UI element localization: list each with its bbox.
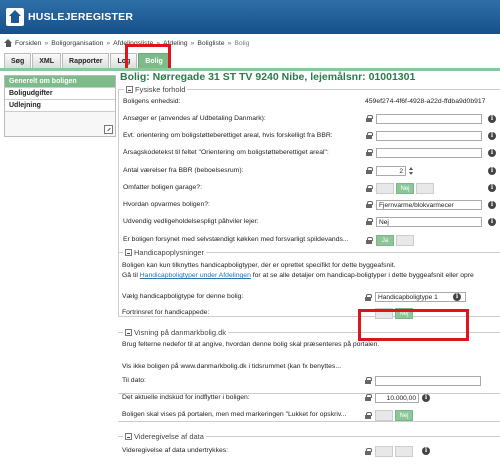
breadcrumb-afdeling[interactable]: Afdeling bbox=[163, 39, 188, 47]
row-portal bbox=[122, 411, 500, 423]
app-header bbox=[0, 0, 500, 34]
collapse-section-icon[interactable] bbox=[125, 433, 132, 440]
lock-icon bbox=[365, 377, 371, 384]
opvarmning-select[interactable]: Fjernvarme/blokvarmecer bbox=[376, 200, 482, 210]
field-label: Årsagskodetekst til feltet "Orientering om boligstøtteberettiget areal": bbox=[123, 149, 329, 156]
toggle-ja[interactable] bbox=[375, 446, 393, 457]
section-videregivelse bbox=[118, 432, 500, 474]
lock-icon bbox=[366, 149, 372, 156]
toggle-nej[interactable] bbox=[396, 235, 414, 246]
row-enhedsid bbox=[123, 98, 500, 110]
row-videregivelse bbox=[122, 447, 500, 459]
sidebar-item-udlejning[interactable]: Udlejning bbox=[5, 100, 115, 112]
app-title: HUSLEJEREGISTER bbox=[28, 11, 134, 23]
orientering-input[interactable] bbox=[376, 131, 482, 141]
info-icon[interactable]: i bbox=[488, 132, 496, 140]
info-icon[interactable]: i bbox=[422, 447, 430, 455]
toggle-nej[interactable]: Nej bbox=[396, 183, 414, 194]
info-icon[interactable]: i bbox=[488, 218, 496, 226]
row-arsagskode bbox=[123, 149, 500, 161]
handicap-note-1: Boligen kan kun tilknyttes handicapboligtyper, der er oprettet specifikt for dette byggeafsnit. bbox=[122, 262, 396, 269]
section-legend: Handicapoplysninger bbox=[134, 248, 205, 257]
row-garage bbox=[123, 184, 500, 196]
garage-toggle bbox=[376, 183, 434, 194]
lock-icon bbox=[366, 167, 372, 174]
ansoger-input[interactable] bbox=[376, 114, 482, 124]
sidebar-item-boligudgifter[interactable]: Boligudgifter bbox=[5, 88, 115, 100]
lock-icon bbox=[366, 132, 372, 139]
tab-xml[interactable]: XML bbox=[32, 53, 61, 68]
row-indskud bbox=[122, 394, 500, 406]
section-legend: Fysiske forhold bbox=[135, 85, 186, 94]
field-label: Udvendig vedligeholdelsespligt påhviler lejer: bbox=[123, 218, 259, 225]
handicapboligtyper-link[interactable]: Handicapboligtyper under Afdelingen bbox=[139, 272, 251, 279]
field-label: Videregivelse af data undertrykkes: bbox=[122, 447, 229, 454]
row-handicaptype bbox=[122, 293, 500, 305]
row-koekken bbox=[123, 236, 500, 248]
info-icon[interactable]: i bbox=[488, 149, 496, 157]
section-visning bbox=[118, 328, 500, 422]
row-orientering bbox=[123, 132, 500, 144]
collapse-section-icon[interactable] bbox=[126, 86, 133, 93]
lock-icon bbox=[366, 201, 372, 208]
enhedsid-value: 459ef274-4f6f-4928-a22d-ffdba9d0b917 bbox=[365, 98, 486, 105]
lock-icon bbox=[366, 237, 372, 244]
visning-note-2: Vis ikke boligen på www.danmarkbolig.dk i tidsrummet (kan fx benyttes... bbox=[122, 363, 341, 370]
field-label: Fortrinsret for handicappede: bbox=[122, 309, 210, 316]
row-vaerelser bbox=[123, 167, 500, 179]
toggle-nej[interactable] bbox=[395, 446, 413, 457]
lock-icon bbox=[366, 115, 372, 122]
lock-icon bbox=[365, 294, 371, 301]
stepper-icon[interactable] bbox=[408, 166, 414, 176]
field-label: Vælg handicapboligtype for denne bolig: bbox=[122, 293, 244, 300]
enhedsid-label: Boligens enhedsid: bbox=[123, 98, 181, 105]
til-dato-input[interactable] bbox=[375, 376, 481, 386]
breadcrumb-boligliste[interactable]: Boligliste bbox=[197, 39, 225, 47]
info-icon[interactable]: i bbox=[488, 167, 496, 175]
field-label: Hvordan opvarmes boligen?: bbox=[123, 201, 210, 208]
field-label: Det aktuelle indskud for indflytter i boligen: bbox=[122, 394, 250, 401]
highlight-box bbox=[358, 309, 469, 341]
field-label: Antal værelser fra BBR (beboelsesrum): bbox=[123, 167, 244, 174]
tab-sog[interactable]: Søg bbox=[4, 53, 31, 68]
sidebar bbox=[4, 75, 116, 137]
row-vedligehold bbox=[123, 218, 500, 230]
indskud-input[interactable]: 10.000,00 bbox=[375, 393, 419, 403]
collapse-sidebar-icon[interactable] bbox=[104, 125, 113, 134]
section-legend: Visning på danmarkbolig.dk bbox=[134, 328, 227, 337]
row-opvarmning bbox=[123, 201, 500, 213]
lock-icon bbox=[365, 448, 371, 455]
field-label: Til dato: bbox=[122, 377, 146, 384]
toggle-nej[interactable]: Nej bbox=[395, 410, 413, 421]
toggle-blank[interactable] bbox=[416, 183, 434, 194]
field-label: Boligen skal vises på portalen, men med markeringen "Lukket for opskriv... bbox=[122, 411, 347, 418]
handicaptype-select[interactable]: Handicapboligtype 1 bbox=[375, 292, 466, 302]
house-logo-icon bbox=[6, 8, 24, 26]
app-logo[interactable] bbox=[6, 8, 133, 26]
info-icon[interactable]: i bbox=[488, 115, 496, 123]
section-legend: Videregivelse af data bbox=[134, 432, 204, 441]
toggle-ja[interactable]: Ja bbox=[376, 235, 394, 246]
row-ansoger bbox=[123, 115, 500, 127]
field-label: Omfatter boligen garage?: bbox=[123, 184, 202, 191]
collapse-section-icon[interactable] bbox=[125, 329, 132, 336]
lock-icon bbox=[366, 185, 372, 192]
lock-icon bbox=[366, 218, 372, 225]
toggle-nej[interactable]: Nej bbox=[395, 308, 413, 319]
arsagskode-input[interactable] bbox=[376, 148, 482, 158]
breadcrumb: Forsiden » Boligorganisation » Afdelingsliste » Afdeling » Boligliste » Bolig bbox=[0, 36, 500, 50]
info-icon[interactable]: i bbox=[488, 184, 496, 192]
breadcrumb-current: Bolig bbox=[234, 39, 250, 47]
lock-icon bbox=[365, 394, 371, 401]
vedligehold-select[interactable]: Nej bbox=[376, 217, 482, 227]
field-label: Ansøger er (anvendes af Udbetaling Danmark): bbox=[123, 115, 266, 122]
info-icon[interactable]: i bbox=[453, 293, 461, 301]
toggle-ja[interactable] bbox=[376, 183, 394, 194]
home-icon[interactable] bbox=[4, 39, 12, 47]
field-label: Evt. orientering om boligstøtteberettiget areal, hvis forskelligt fra BBR: bbox=[123, 132, 333, 139]
info-icon[interactable]: i bbox=[422, 394, 430, 402]
toggle-ja[interactable] bbox=[375, 410, 393, 421]
page-title: Bolig: Nørregade 31 ST TV 9240 Nibe, lejemålsnr: 01001301 bbox=[120, 71, 416, 83]
portal-toggle bbox=[375, 410, 413, 421]
main-content bbox=[118, 71, 500, 474]
field-label: Er boligen forsynet med selvstændigt køkken med forsvarligt spildevands... bbox=[123, 236, 349, 243]
tab-rapporter[interactable]: Rapporter bbox=[62, 53, 109, 68]
lock-icon bbox=[365, 412, 371, 419]
collapse-section-icon[interactable] bbox=[125, 249, 132, 256]
tab-bolig[interactable]: Bolig bbox=[138, 53, 170, 68]
breadcrumb-afdelingsliste[interactable]: Afdelingsliste bbox=[113, 39, 154, 47]
videregivelse-toggle bbox=[375, 446, 413, 457]
breadcrumb-forsiden[interactable]: Forsiden bbox=[15, 39, 42, 47]
koekken-toggle bbox=[376, 235, 414, 246]
breadcrumb-boligorganisation[interactable]: Boligorganisation bbox=[51, 39, 104, 47]
row-til-dato bbox=[122, 377, 500, 389]
info-icon[interactable]: i bbox=[488, 201, 496, 209]
tab-highlight-box bbox=[125, 44, 171, 71]
sidebar-item-generelt[interactable]: Generelt om boligen bbox=[5, 76, 115, 88]
tab-log[interactable]: Log bbox=[110, 53, 137, 68]
visning-note-1: Brug felterne nedefor til at angive, hvordan denne bolig skal præsenteres på portalen. bbox=[122, 341, 380, 348]
vaerelser-input[interactable]: 2 bbox=[376, 166, 406, 176]
handicap-note-2: Gå til Handicapboligtyper under Afdelingen for at se alle detaljer om handicap-boligtyper i dette byggeafsnit eller opre bbox=[122, 272, 474, 279]
